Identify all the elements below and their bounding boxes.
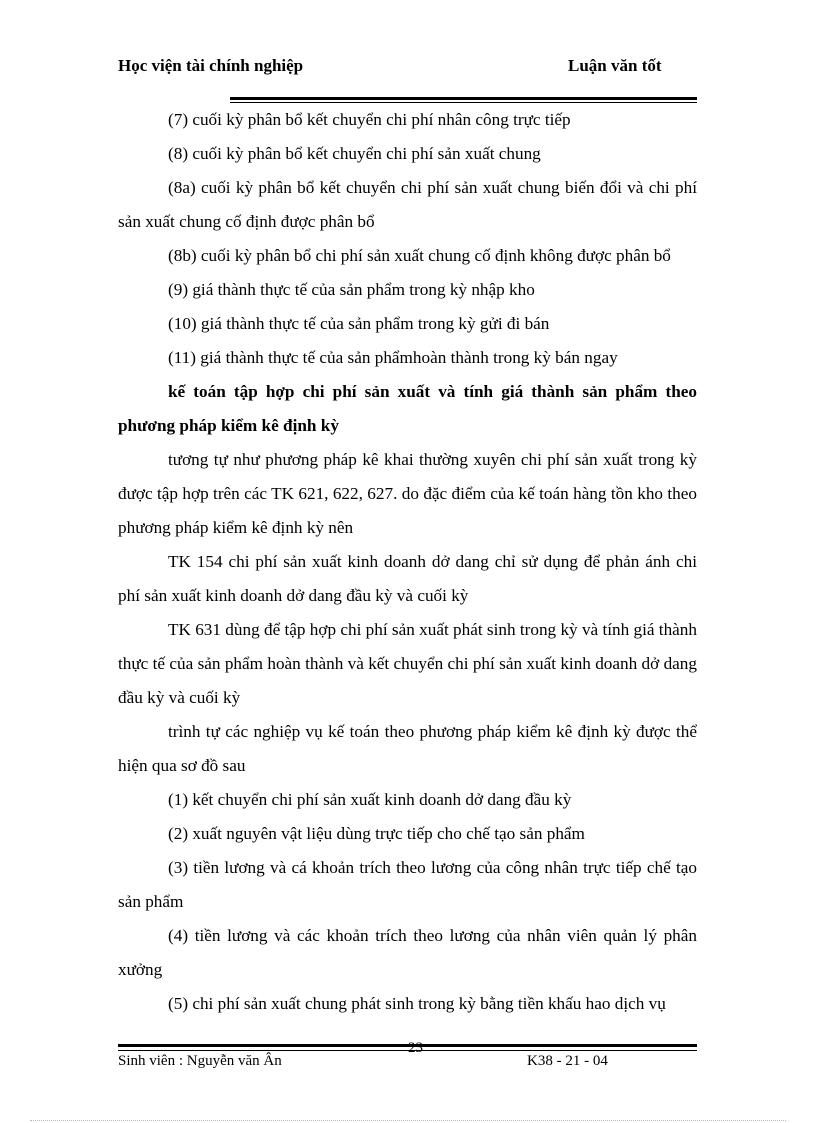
body-text [118, 103, 697, 1021]
paragraph: (7) cuối kỳ phân bổ kết chuyển chi phí nhân công trực tiếp [168, 110, 571, 129]
header-thesis-title: Luận văn tốt [568, 56, 662, 75]
paragraph: TK 154 chi phí sản xuất kinh doanh dở dang chỉ sử dụng để phản ánh chi phí sản xuất kinh doanh dở dang đầu kỳ và cuối kỳ [118, 552, 697, 605]
paragraph: (4) tiền lương và các khoản trích theo lương của nhân viên quản lý phân xưởng [118, 926, 697, 979]
section-heading: kế toán tập hợp chi phí sản xuất và tính giá thành sản phẩm theo phương pháp kiểm kê định kỳ [118, 382, 697, 435]
paragraph: (8a) cuối kỳ phân bổ kết chuyển chi phí sản xuất chung biến đổi và chi phí sản xuất chung cố định được phân bổ [118, 178, 697, 231]
footer-class-code: K38 - 21 - 04 [527, 1053, 608, 1069]
page-boundary-divider [30, 1120, 786, 1121]
paragraph: (9) giá thành thực tế của sản phẩm trong kỳ nhập kho [168, 280, 535, 299]
paragraph: (2) xuất nguyên vật liệu dùng trực tiếp cho chế tạo sản phẩm [168, 824, 585, 843]
footer-student-name: Sinh viên : Nguyễn văn Ân [118, 1053, 282, 1069]
paragraph: (5) chi phí sản xuất chung phát sinh trong kỳ bằng tiền khấu hao dịch vụ [168, 994, 666, 1013]
paragraph: TK 631 dùng để tập hợp chi phí sản xuất phát sinh trong kỳ và tính giá thành thực tế của sản phẩm hoàn thành và kết chuyển chi phí sản xuất kinh doanh dở dang đầu kỳ và cuối kỳ [118, 620, 697, 707]
paragraph: (8b) cuối kỳ phân bổ chi phí sản xuất chung cố định không được phân bổ [168, 246, 671, 265]
page-number: 23 [408, 1040, 423, 1056]
paragraph: (1) kết chuyển chi phí sản xuất kinh doanh dở dang đầu kỳ [168, 790, 572, 809]
paragraph: (10) giá thành thực tế của sản phẩm trong kỳ gửi đi bán [168, 314, 550, 333]
paragraph: (11) giá thành thực tế của sản phẩmhoàn thành trong kỳ bán ngay [168, 348, 618, 367]
header-rule-thick [230, 97, 697, 100]
paragraph: (8) cuối kỳ phân bổ kết chuyển chi phí sản xuất chung [168, 144, 541, 163]
paragraph: (3) tiền lương và cá khoản trích theo lương của công nhân trực tiếp chế tạo sản phẩm [118, 858, 697, 911]
header-institution: Học viện tài chính nghiệp [118, 56, 304, 75]
paragraph: trình tự các nghiệp vụ kế toán theo phương pháp kiểm kê định kỳ được thể hiện qua sơ đồ sau [118, 722, 697, 775]
paragraph: tương tự như phương pháp kê khai thường xuyên chi phí sản xuất trong kỳ được tập hợp trên các TK 621, 622, 627. do đặc điểm của kế toán hàng tồn kho theo phương pháp kiểm kê định kỳ nên [118, 450, 697, 537]
